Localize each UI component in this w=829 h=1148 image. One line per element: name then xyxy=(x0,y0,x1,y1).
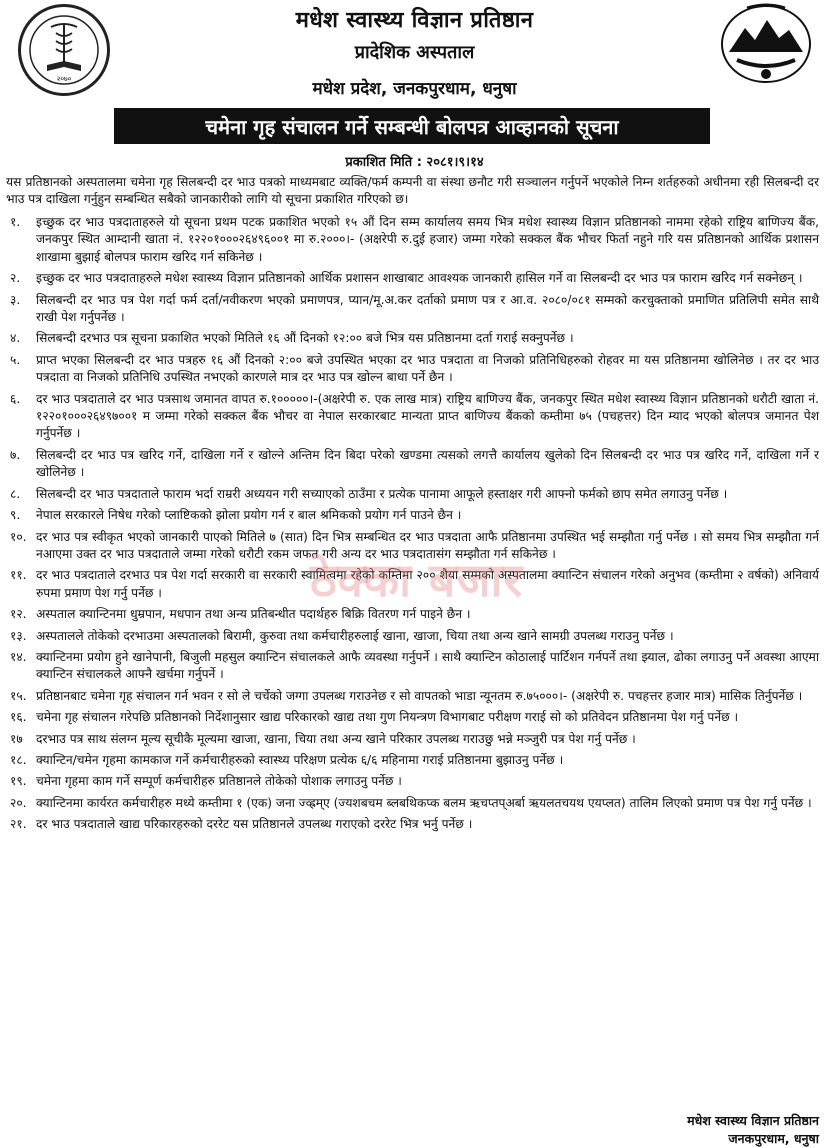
signature-place: जनकपुरधाम, धनुषा xyxy=(728,1131,819,1146)
condition-number: ८. xyxy=(10,486,21,501)
condition-item xyxy=(6,606,823,623)
condition-number: २१. xyxy=(10,817,27,832)
condition-number: १६. xyxy=(10,710,27,725)
condition-text: दरभाउ पत्र साथ संलग्न मूल्य सूचीकै मूल्यमा खाजा, खाना, चिया तथा अन्य खाने परिकार उपलब्ध गराउछु भन्ने मञ्जुरी पत्र पेश गर्नु पर्नेछ । xyxy=(36,731,636,746)
notice-title-banner: चमेना गृह संचालन गर्ने सम्बन्धी बोलपत्र आव्हानको सूचना xyxy=(114,108,710,144)
condition-text: अस्पताल क्यान्टिनमा धुम्रपान, मधपान तथा अन्य प्रतिबन्धीत पदार्थहरु बिक्रि वितरण गर्न पाइने छैन । xyxy=(36,607,471,622)
condition-text: सिलबन्दी दर भाउ पत्र पेश गर्दा फर्म दर्ता/नवीकरण भएको प्रमाणपत्र, प्यान/मू.अ.कर दर्ताको प्रमाण पत्र र आ.व. २०८०/०८१ सम्मको करचुक्ताको प्रमाणित प्रतिलिपी समेत साथै राखी पेश गर्नुपर्नेछ । xyxy=(36,292,819,325)
condition-text: चमेना गृहमा काम गर्ने सम्पूर्ण कर्मचारीहरु प्रतिष्ठानले तोकेको पोशाक लगाउनु पर्नेछ । xyxy=(36,774,402,789)
condition-number: ५. xyxy=(10,352,21,367)
condition-number: ९. xyxy=(10,508,21,523)
condition-text: चमेना गृह संचालन गरेपछि प्रतिष्ठानको निर्देशानुसार खाद्य परिकारको खाद्य तथा गुण नियन्त्रण विभागबाट परीक्षण गराई सो को प्रतिवेदन प्रतिष्ठानमा पेश गर्नु पर्नेछ । xyxy=(36,710,739,725)
condition-text: दर भाउ पत्रदाताले खाद्य परिकारहरुको दररेट यस प्रतिष्ठानले उपलब्ध गराएको दररेट भित्र भर्नु पर्नेछ । xyxy=(36,817,473,832)
logo-year: २०७० xyxy=(56,75,72,83)
condition-item xyxy=(6,507,823,524)
condition-item xyxy=(6,529,823,564)
condition-item xyxy=(6,214,823,266)
hospital-name: प्रादेशिक अस्पताल xyxy=(354,42,475,63)
condition-text: दर भाउ पत्रदाताले दरभाउ पत्र पेश गर्दा सरकारी वा सरकारी स्वामित्वमा रहेको कम्तिमा २०० शैया सम्मको अस्पतालमा क्यान्टिन संचालन गरेको अनुभव (कम्तीमा २ वर्षको) अनिवार्य रुपमा प्रमाण पेश गर्नु पर्नेछ । xyxy=(36,568,819,600)
condition-number: १. xyxy=(10,215,21,229)
condition-number: १४. xyxy=(10,649,27,664)
condition-number: ११. xyxy=(10,568,27,583)
condition-text: इच्छुक दर भाउ पत्रदाताहरुले मधेश स्वास्थ्य विज्ञान प्रतिष्ठानको आर्थिक प्रशासन शाखाबाट आवश्यक जानकारी हासिल गर्ने वा सिलबन्दी दर भाउ पत्र फाराम खरिद गर्न सक्नेछन् । xyxy=(36,271,803,286)
condition-item xyxy=(6,773,823,790)
condition-item xyxy=(6,709,823,726)
condition-number: १२. xyxy=(10,607,27,622)
condition-number: ४. xyxy=(10,331,21,346)
condition-item xyxy=(6,447,823,482)
nepal-government-emblem-icon xyxy=(717,2,815,88)
condition-number: २. xyxy=(10,271,21,286)
condition-item xyxy=(6,649,823,684)
condition-number: ६. xyxy=(10,391,21,406)
condition-text: प्रतिष्ठानबाट चमेना गृह संचालन गर्न भवन र सो ले चर्चेको जग्गा उपलब्ध गराउनेछ र सो वापतको भाडा न्यूनतम रु.७५०००।- (अक्षरेपी रु. पचहत्तर हजार मात्र) मासिक तिर्नुपर्नेछ । xyxy=(36,688,803,703)
condition-number: ३. xyxy=(10,292,21,307)
condition-item xyxy=(6,292,823,327)
condition-item xyxy=(6,352,823,387)
condition-item xyxy=(6,795,823,812)
condition-text: दर भाउ पत्र स्वीकृत भएको जानकारी पाएको मितिले ७ (सात) दिन भित्र सम्बन्धित दर भाउ पत्रदाता आफै प्रतिष्ठानमा उपस्थित भई सम्झौता गर्नु पर्नेछ । सो समय भित्र सम्झौता गर्न नआएमा उक्त दर भाउ पत्रदाताले जम्मा गरेको धरौटी रकम जफत गरी अन्य दर भाउ पत्रदातासंग सम्झौता गर्न सकिनेछ । xyxy=(36,529,819,561)
intro-paragraph: यस प्रतिष्ठानको अस्पतालमा चमेना गृह सिलबन्दी दर भाउ पत्रको माध्यमबाट व्यक्ति/फर्म कम्पनी वा संस्था छनौट गरी सञ्चालन गर्नुपर्ने भएकोले निम्न शर्तहरुको अधीनमा रही सिलबन्दी दर भाउ पत्र दाखिला गर्नुहुन सम्बन्धित सबैको जानकारीको लागि यो सूचना प्रकाशित गरिएको छ। xyxy=(6,175,819,206)
condition-text: सिलबन्दी दरभाउ पत्र सूचना प्रकाशित भएको मितिले १६ औं दिनको १२:०० बजे भित्र यस प्रतिष्ठानमा दर्ता गराई सक्नुपर्नेछ । xyxy=(36,331,574,346)
condition-item xyxy=(6,567,823,602)
condition-item xyxy=(6,628,823,645)
condition-number: १८. xyxy=(10,752,27,767)
condition-text: अस्पतालले तोकेको दरभाउमा अस्पतालको बिरामी, कुरुवा तथा कर्मचारीहरुलाई खाना, खाजा, चिया तथा अन्य खाने सामग्री उपलब्ध गराउनु पर्नेछ । xyxy=(36,628,674,643)
signature-block xyxy=(687,1112,819,1148)
condition-item xyxy=(6,270,823,287)
condition-text: सिलबन्दी दर भाउ पत्र खरिद गर्ने, दाखिला गर्ने र खोल्ने अन्तिम दिन बिदा परेको खण्डमा त्यसको लगत्तै कार्यालय खुलेको दिन सिलबन्दी दर भाउ पत्र खरिद गर्ने, दाखिला गर्ने र खोलिनेछ । xyxy=(36,447,819,480)
watermark: ठेक्का बजार xyxy=(310,553,524,607)
signature-org: मधेश स्वास्थ्य विज्ञान प्रतिष्ठान xyxy=(687,1113,819,1128)
condition-text: प्राप्त भएका सिलबन्दी दर भाउ पत्रहरु १६ औं दिनको २:०० बजे उपस्थित भएका दर भाउ पत्रदाता वा निजको प्रतिनिधिहरुको रोहवर मा यस प्रतिष्ठानमा खोलिनेछ । तर दर भाउ पत्रदाता वा निजको प्रतिनिधि उपस्थित नभएको कारणले मात्र दर भाउ पत्र खोल्न बाधा पर्ने छैन । xyxy=(36,352,819,385)
condition-text: नेपाल सरकारले निषेध गरेको प्लाष्टिकको झोला प्रयोग गर्न र बाल श्रमिकको प्रयोग गर्न पाउने छैन । xyxy=(36,508,462,523)
condition-text: क्यान्टिनमा प्रयोग हुने खानेपानी, बिजुली महसुल क्यान्टिन संचालकले आफै व्यवस्था गर्नुपर्ने । साथै क्यान्टिन कोठालाई पार्टिशन गर्नपर्ने तथा झ्याल, ढोका लगाउनु पर्ने अवस्था आएमा क्यान्टिन संचालकले आफ्नै खर्चमा गर्नुपर्ने । xyxy=(36,649,819,682)
conditions-list xyxy=(6,214,823,834)
condition-item xyxy=(6,752,823,769)
condition-number: १९. xyxy=(10,774,27,789)
condition-number: ७. xyxy=(10,447,21,462)
condition-item xyxy=(6,816,823,833)
condition-text: सिलबन्दी दर भाउ पत्रदाताले फाराम भर्दा राम्ररी अध्ययन गरी सच्याएको ठाउँमा र प्रत्येक पानामा आफूले हस्ताक्षर गरी आफ्नो फर्मको छाप समेत लगाउनु पर्नेछ । xyxy=(36,486,728,501)
condition-item xyxy=(6,731,823,748)
condition-number: १३. xyxy=(10,628,27,643)
condition-number: १५. xyxy=(10,688,27,703)
condition-number: २०. xyxy=(10,795,27,810)
condition-item xyxy=(6,688,823,705)
condition-text: क्यान्टिन/चमेन गृहमा कामकाज गर्ने कर्मचारीहरुको स्वास्थ्य परिक्षण प्रत्येक ६/६ महिनामा गराई प्रतिष्ठानमा बुझाउनु पर्नेछ । xyxy=(36,752,564,767)
condition-number: १०. xyxy=(10,529,27,544)
condition-item xyxy=(6,486,823,503)
header xyxy=(6,0,823,150)
condition-number: १७ xyxy=(10,731,23,746)
condition-text: दर भाउ पत्रदाताले दर भाउ पत्रसाथ जमानत वापत रु.१०००००।-(अक्षरेपी रु. एक लाख मात्र) राष्ट्रिय बाणिज्य बैंक, जनकपुर स्थित मधेश स्वास्थ्य विज्ञान प्रतिष्ठानको धरौटी खाता नं. १२२०१०००२६४९७००१ म जम्मा गरेको सक्कल बैंक भौचर वा नेपाल सरकारबाट मान्यता प्राप्त बाणिज्य बैंकको कम्तीमा ७५ (पचहत्तर) दिन म्याद भएको बोलपत्र जमानत पेश गर्नुपर्नेछ । xyxy=(36,391,819,441)
condition-item xyxy=(6,391,823,443)
address: मधेश प्रदेश, जनकपुरधाम, धनुषा xyxy=(312,79,517,99)
condition-text: इच्छुक दर भाउ पत्रदाताहरुले यो सूचना प्रथम पटक प्रकाशित भएको १५ औं दिन सम्म कार्यालय समय भित्र मधेश स्वास्थ्य विज्ञान प्रतिष्ठानको नाममा रहेको राष्ट्रिय बाणिज्य बैंक, जनकपुर स्थित आम्दानी खाता नं. १२२०१०००२६४९६००१ मा रु.२०००।- (अक्षरेपी रु.दुई हजार) जम्मा गरेको सक्कल बैंक भौचर फिर्ता नहुने गरि यस प्रतिष्ठानको आर्थिक प्रशासन शाखामा बुझाई बोलपत्र फाराम खरिद गर्न सकिनेछ । xyxy=(36,215,819,264)
condition-item xyxy=(6,330,823,347)
published-date: प्रकाशित मिति : २०८१।९।१४ xyxy=(345,155,484,170)
org-name: मधेश स्वास्थ्य विज्ञान प्रतिष्ठान xyxy=(295,8,534,33)
condition-text: क्यान्टिनमा कार्यरत कर्मचारीहरु मध्ये कम्तीमा १ (एक) जना ज्व्ह्रम्ए (ज्यशबचम ब्लबथिकप्क बलम ऋचप्तप्अर्बा ऋयलतचयथ एयप्लत) तालिम लिएको प्रमाण पत्र पेश गर्नु पर्नेछ । xyxy=(36,795,812,810)
